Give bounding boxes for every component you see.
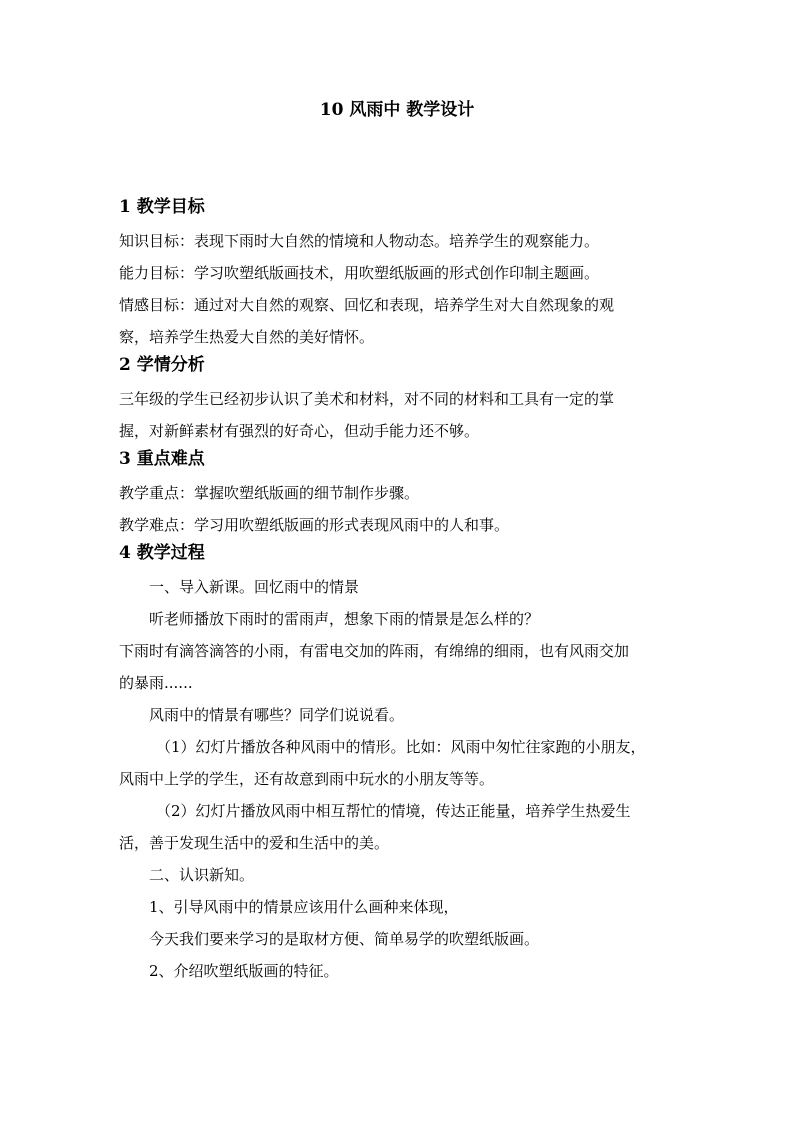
- paragraph-intro-step: 一、导入新课。回忆雨中的情景: [149, 578, 360, 596]
- paragraph-student-analysis-line1: 三年级的学生已经初步认识了美术和材料，对不同的材料和工具有一定的掌: [119, 390, 615, 408]
- paragraph-student-analysis-line2: 握，对新鲜素材有强烈的好奇心，但动手能力还不够。: [119, 422, 480, 440]
- paragraph-emotion-goal-line1: 情感目标：通过对大自然的观察、回忆和表现，培养学生对大自然现象的观: [119, 296, 615, 314]
- document-body: [119, 195, 664, 987]
- paragraph-key-point: 教学重点：掌握吹塑纸版画的细节制作步骤。: [119, 484, 420, 502]
- paragraph-new-knowledge: 二、认识新知。: [149, 866, 255, 884]
- paragraph-listen-rain: 听老师播放下雨时的雷雨声，想象下雨的情景是怎么样的？: [149, 610, 540, 628]
- section-heading-student-analysis: 2 学情分析: [119, 355, 205, 375]
- paragraph-discuss-scenes: 风雨中的情景有哪些？同学们说说看。: [149, 706, 405, 724]
- paragraph-slide-1-line2: 风雨中上学的学生，还有故意到雨中玩水的小朋友等等。: [119, 770, 495, 788]
- paragraph-difficult-point: 教学难点：学习用吹塑纸版画的形式表现风雨中的人和事。: [119, 516, 510, 534]
- section-heading-objectives: 1 教学目标: [119, 197, 205, 217]
- paragraph-ability-goal: 能力目标：学习吹塑纸版画技术，用吹塑纸版画的形式创作印制主题画。: [119, 264, 600, 282]
- paragraph-slide-2-line2: 活，善于发现生活中的爱和生活中的美。: [119, 834, 390, 852]
- paragraph-emotion-goal-line2: 察，培养学生热爱大自然的美好情怀。: [119, 328, 375, 346]
- paragraph-rain-types-line2: 的暴雨......: [119, 674, 193, 692]
- paragraph-knowledge-goal: 知识目标：表现下雨时大自然的情境和人物动态。培养学生的观察能力。: [119, 232, 600, 250]
- paragraph-today-learn: 今天我们要来学习的是取材方便、简单易学的吹塑纸版画。: [149, 930, 540, 948]
- section-heading-process: 4 教学过程: [119, 543, 205, 563]
- paragraph-rain-types-line1: 下雨时有滴答滴答的小雨，有雷电交加的阵雨，有绵绵的细雨，也有风雨交加: [119, 642, 630, 660]
- paragraph-slide-2-line1: （2）幻灯片播放风雨中相互帮忙的情境，传达正能量，培养学生热爱生: [156, 802, 631, 820]
- paragraph-slide-1-line1: （1）幻灯片播放各种风雨中的情形。比如：风雨中匆忙往家跑的小朋友，: [156, 738, 646, 756]
- paragraph-guide-question: 1、引导风雨中的情景应该用什么画种来体现，: [149, 898, 459, 916]
- document-title: 10 风雨中 教学设计: [319, 100, 475, 120]
- paragraph-introduce-features: 2、介绍吹塑纸版画的特征。: [149, 962, 339, 980]
- section-heading-key-points: 3 重点难点: [119, 449, 205, 469]
